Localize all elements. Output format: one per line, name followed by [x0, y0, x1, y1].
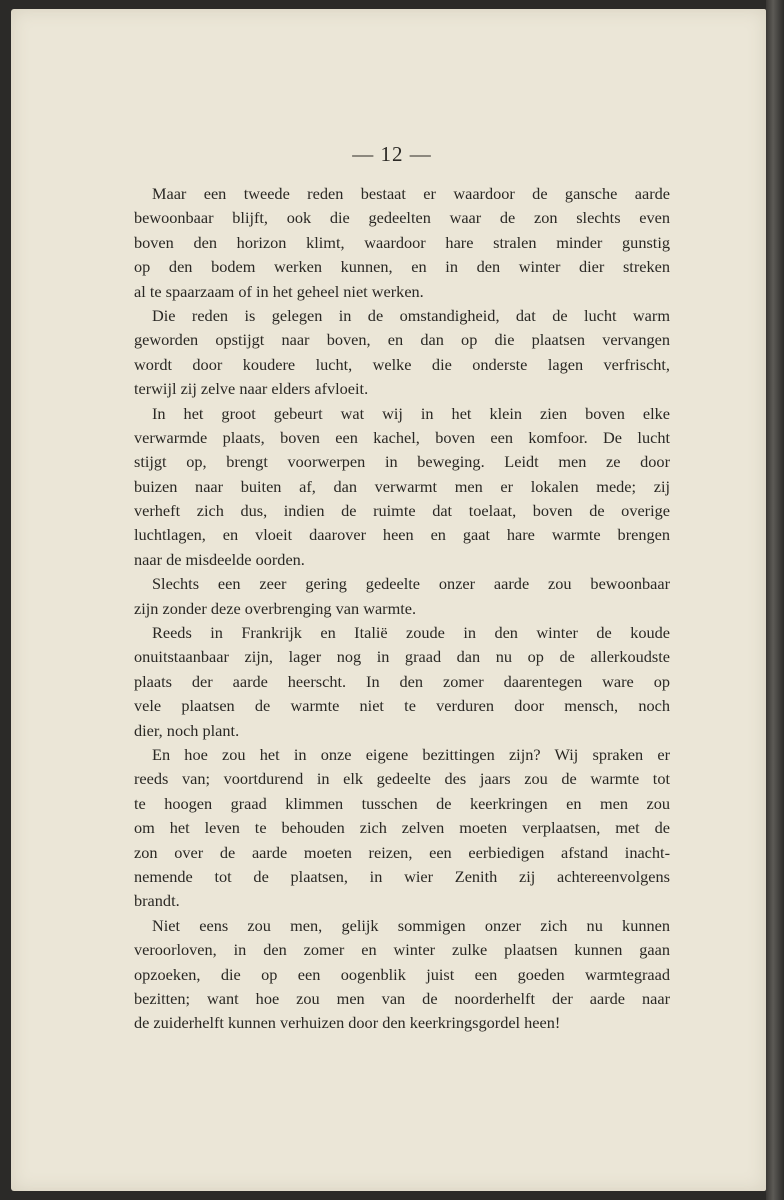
text-line: Maar een tweede reden bestaat er waardoor de gansche aarde — [152, 184, 670, 203]
paragraph — [134, 572, 670, 621]
page-edge — [766, 0, 784, 1200]
text-line: Reeds in Frankrijk en Italië zoude in den winter de koude — [152, 623, 670, 643]
text-line: In het groot gebeurt wat wij in het klein zien boven elke — [152, 403, 670, 423]
text-line: verwarmde plaats, boven een kachel, boven een komfoor. De lucht — [134, 427, 670, 447]
text-line: bewoonbaar blijft, ook die gedeelten waar de zon slechts even — [134, 208, 670, 228]
text-line: boven den horizon klimt, waardoor hare stralen minder gunstig — [134, 232, 670, 252]
page-number: — 12 — — [352, 142, 432, 166]
text-line: geworden opstijgt naar boven, en dan op die plaatsen vervangen — [134, 330, 670, 350]
paragraph — [134, 621, 670, 743]
paragraph — [134, 402, 670, 573]
text-line: de zuiderhelft kunnen verhuizen door den keerkringsgordel heen! — [134, 1013, 561, 1033]
paragraph — [134, 914, 670, 1036]
text-line: op den bodem werken kunnen, en in den winter dier streken — [134, 257, 670, 277]
text-line: nemende tot de plaatsen, in wier Zenith zij achtereenvolgens — [134, 866, 670, 886]
text-line: onuitstaanbaar zijn, lager nog in graad dan nu op de allerkoudste — [134, 647, 670, 667]
text-line: Die reden is gelegen in de omstandigheid, dat de lucht warm — [152, 305, 670, 325]
text-line: zijn zonder deze overbrenging van warmte. — [134, 598, 417, 618]
text-line: terwijl zij zelve naar elders afvloeit. — [134, 379, 369, 399]
text-line: luchtlagen, en vloeit daarover heen en gaat hare warmte brengen — [134, 525, 670, 545]
text-line: naar de misdeelde oorden. — [134, 549, 305, 569]
text-line: opzoeken, die op een oogenblik juist een goeden warmtegraad — [134, 964, 670, 984]
text-line: En hoe zou het in onze eigene bezittingen zijn? Wij spraken er — [152, 744, 670, 764]
text-line: verheft zich dus, indien de ruimte dat toelaat, boven de overige — [134, 501, 670, 521]
text-line: om het leven te behouden zich zelven moeten verplaatsen, met de — [134, 818, 670, 838]
text-line: zon over de aarde moeten reizen, een eerbiedigen afstand inacht- — [134, 842, 670, 862]
text-line: Slechts een zeer gering gedeelte onzer aarde zou bewoonbaar — [152, 574, 670, 594]
body-text — [134, 182, 670, 1036]
paragraph — [134, 743, 670, 914]
text-line: plaats der aarde heerscht. In den zomer daarentegen ware op — [134, 671, 670, 691]
paragraph — [134, 304, 670, 402]
text-line: vele plaatsen de warmte niet te verduren door mensch, noch — [134, 696, 670, 716]
text-line: stijgt op, brengt voorwerpen in beweging. Leidt men ze door — [134, 452, 670, 472]
text-line: te hoogen graad klimmen tusschen de keerkringen en men zou — [134, 793, 670, 813]
text-line: bezitten; want hoe zou men van de noorderhelft der aarde naar — [134, 988, 670, 1008]
paragraph — [134, 182, 670, 304]
text-line: buizen naar buiten af, dan verwarmt men er lokalen mede; zij — [134, 476, 670, 496]
text-line: al te spaarzaam of in het geheel niet werken. — [134, 281, 424, 301]
text-line: brandt. — [134, 891, 180, 911]
text-line: veroorloven, in den zomer en winter zulke plaatsen kunnen gaan — [134, 940, 670, 960]
text-line: dier, noch plant. — [134, 720, 240, 740]
text-line: wordt door koudere lucht, welke die onderste lagen verfrischt, — [134, 354, 670, 374]
text-line: Niet eens zou men, gelijk sommigen onzer zich nu kunnen — [152, 915, 670, 935]
text-line: reeds van; voortdurend in elk gedeelte des jaars zou de warmte tot — [134, 769, 670, 789]
